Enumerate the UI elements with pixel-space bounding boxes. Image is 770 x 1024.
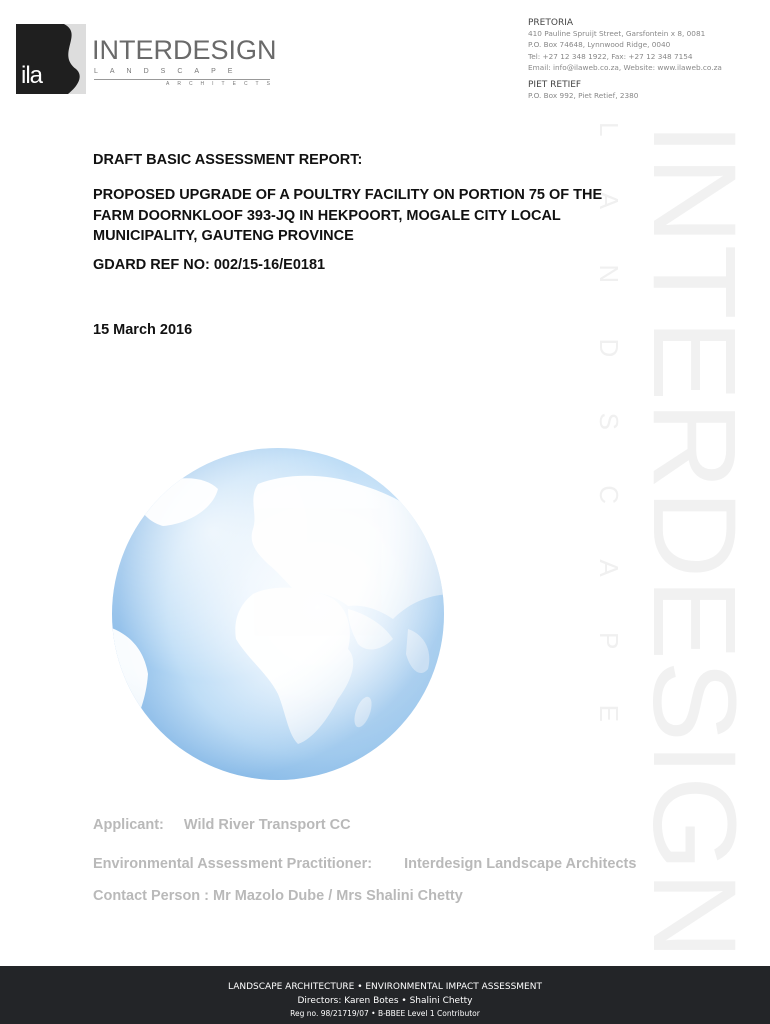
project-title-line: FARM DOORNKLOOF 393-JQ IN HEKPOORT, MOGALE CITY LOCAL xyxy=(93,207,561,224)
logo-divider xyxy=(94,79,270,80)
applicant-value: Wild River Transport CC xyxy=(183,817,351,833)
office-line: 410 Pauline Spruijt Street, Garsfontein x 8, 0081 xyxy=(528,29,706,38)
footer-services: LANDSCAPE ARCHITECTURE • ENVIRONMENTAL IMPACT ASSESSMENT xyxy=(228,982,542,992)
office-line: P.O. Box 992, Piet Retief, 2380 xyxy=(528,90,639,100)
footer-directors: Directors: Karen Botes • Shalini Chetty xyxy=(297,996,473,1006)
office-addresses xyxy=(528,18,768,101)
eap-label: Environmental Assessment Practitioner: xyxy=(93,856,373,872)
eap-value: Interdesign Landscape Architects xyxy=(404,856,637,872)
page-footer xyxy=(0,966,770,1024)
report-heading xyxy=(93,152,653,273)
watermark-big-text: INTERDESIGN xyxy=(628,122,760,929)
contact-person: Contact Person : Mr Mazolo Dube / Mrs Shalini Chetty xyxy=(93,888,463,904)
project-title-line: PROPOSED UPGRADE OF A POULTRY FACILITY ON PORTION 75 OF THE xyxy=(93,187,603,203)
applicant-label: Applicant: xyxy=(93,817,164,833)
eap-row xyxy=(93,856,636,872)
project-title-line: MUNICIPALITY, GAUTENG PROVINCE xyxy=(93,228,354,244)
office-line: Tel: +27 12 348 1922, Fax: +27 12 348 7154 xyxy=(528,51,693,61)
logo-mark xyxy=(16,24,86,94)
reference-number: GDARD REF NO: 002/15-16/E0181 xyxy=(93,256,326,273)
footer-registration: Reg no. 98/21719/07 • B-BBEE Level 1 Contributor xyxy=(290,1009,480,1018)
project-title xyxy=(93,185,653,247)
globe-icon xyxy=(108,444,448,784)
logo-name: INTERDESIGN xyxy=(92,35,277,65)
office-name: PRETORIA xyxy=(528,18,574,28)
logo-subline-landscape: LANDSCAPE xyxy=(94,68,245,75)
logo-mark-text: ila xyxy=(21,62,43,89)
office-piet-retief xyxy=(528,80,768,101)
office-line: Email: info@ilaweb.co.za, Website: www.ilaweb.co.za xyxy=(528,63,722,73)
globe-image xyxy=(108,444,448,784)
watermark-sub1-text: LANDSCAPE xyxy=(594,122,624,722)
logo-subline-architects: ARCHITECTS xyxy=(166,81,278,87)
company-logo xyxy=(16,24,286,96)
office-line: P.O. Box 74648, Lynnwood Ridge, 0040 xyxy=(528,40,671,50)
report-date: 15 March 2016 xyxy=(93,322,193,338)
applicant-row xyxy=(93,817,351,833)
office-name: PIET RETIEF xyxy=(528,79,582,90)
report-title: DRAFT BASIC ASSESSMENT REPORT: xyxy=(93,152,363,168)
office-pretoria xyxy=(528,18,768,74)
logo-swoosh-icon xyxy=(54,24,86,94)
